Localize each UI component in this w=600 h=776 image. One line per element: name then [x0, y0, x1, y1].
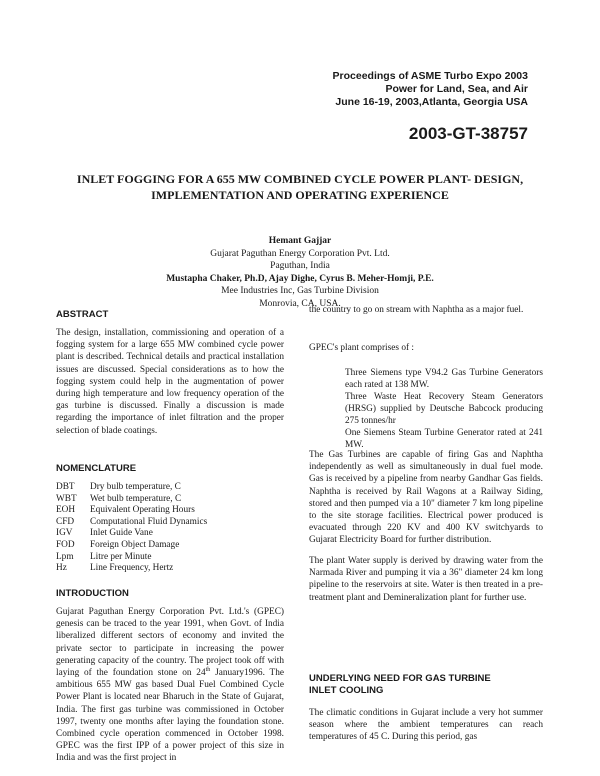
nomenclature-abbr: EOH — [56, 505, 76, 516]
paper-id: 2003-GT-38757 — [408, 124, 528, 143]
nomenclature-row — [56, 540, 284, 552]
plant-item: One Siemens Steam Turbine Generator rated at 241 MW. — [345, 428, 543, 450]
intro-text-part: Gujarat Paguthan Energy Corporation Pvt. Ltd.'s (GPEC) genesis can be traced to the year 1991, when Govt. of India liberalized different sectors of economy and invited the private sector to participate in increasing the power generating capacity of the country. The project took off with laying of the foundation stone on 24 — [56, 607, 284, 679]
nomenclature-desc: Computational Fluid Dynamics — [90, 516, 208, 527]
nomenclature-row — [56, 552, 284, 564]
nomenclature-abbr: IGV — [56, 528, 73, 539]
need-heading-line: INLET COOLING — [309, 685, 384, 696]
plant-item: Three Siemens type V94.2 Gas Turbine Generators each rated at 138 MW. — [345, 368, 543, 390]
affiliation: Monrovia, CA, USA. — [259, 298, 341, 309]
nomenclature-heading: NOMENCLATURE — [56, 463, 137, 474]
plant-list — [309, 367, 543, 451]
abstract-text: The design, installation, commissioning and operation of a fogging system for a large 655 MW combined cycle power plant is described. Technical details and practical installation issues are discussed. Special considerations as to how the fogging system could help in the augmentation of power during high temperature and low frequency operation of the gas turbine is discussed. Finally a discussion is made regarding the importance of inlet filtration and the proper selection of blade coatings. — [56, 328, 284, 436]
nomenclature-abbr: FOD — [56, 539, 75, 550]
need-heading-line: UNDERLYING NEED FOR GAS TURBINE — [309, 673, 491, 684]
nomenclature-abbr: Hz — [56, 563, 67, 574]
nomenclature-desc: Foreign Object Damage — [90, 539, 180, 550]
nomenclature-desc: Line Frequency, Hertz — [90, 563, 174, 574]
nomenclature-row — [56, 494, 284, 506]
superscript: th — [205, 666, 211, 673]
nomenclature-abbr: CFD — [56, 516, 75, 527]
fuel-paragraph: The Gas Turbines are capable of firing Gas and Naphtha independently as well as simultaneously in dual fuel mode. Gas is received by a pipeline from nearby Gandhar Gas fields. Naphtha is received by Rail Wagons at a Railway Siding, stored and then pumped via a 10" diameter 7 km long pipeline to the site storage facilities. Electrical power produced is evacuated through 220 KV and 400 KV switchyards to Gujarat Electricity Board for further distribution. — [309, 450, 543, 546]
affiliation: Paguthan, India — [270, 261, 330, 271]
nomenclature-desc: Dry bulb temperature, C — [90, 482, 181, 492]
abstract-heading: ABSTRACT — [56, 309, 109, 320]
water-paragraph: The plant Water supply is derived by drawing water from the Narmada River and pumping it via a 36" diameter 24 km long pipeline to the reservoirs at site. Water is then treated in a pre-treatment plant and Demineralization plant for further use. — [309, 556, 543, 603]
nomenclature-list — [56, 482, 284, 575]
author-name: Mustapha Chaker, Ph.D, Ajay Dighe, Cyrus B. Meher-Homji, P.E. — [166, 273, 434, 284]
author-name: Hemant Gajjar — [268, 236, 332, 246]
nomenclature-row — [56, 517, 284, 529]
nomenclature-row — [56, 563, 284, 575]
nomenclature-desc: Litre per Minute — [90, 551, 152, 562]
proceedings-line: June 16-19, 2003,Atlanta, Georgia USA — [335, 96, 528, 108]
author-block — [60, 235, 540, 310]
nomenclature-row — [56, 528, 284, 540]
introduction-text — [56, 606, 284, 765]
proceedings-header — [333, 70, 528, 109]
nomenclature-abbr: DBT — [56, 482, 75, 492]
nomenclature-desc: Equivalent Operating Hours — [90, 505, 195, 516]
title-line: INLET FOGGING FOR A 655 MW COMBINED CYCLE POWER PLANT- DESIGN, — [76, 172, 524, 186]
need-heading — [309, 673, 543, 697]
introduction-heading: INTRODUCTION — [56, 588, 129, 599]
nomenclature-row — [56, 482, 284, 494]
nomenclature-abbr: WBT — [56, 493, 77, 504]
plant-intro: GPEC's plant comprises of : — [309, 343, 414, 353]
proceedings-line: Power for Land, Sea, and Air — [385, 83, 528, 95]
need-paragraph: The climatic conditions in Gujarat include a very hot summer season where the ambient temperatures can reach temperatures of 45 C. During this period, gas — [309, 708, 543, 743]
affiliation: Mee Industries Inc, Gas Turbine Division — [221, 286, 379, 296]
proceedings-line: Proceedings of ASME Turbo Expo 2003 — [332, 70, 528, 82]
continued-text: the country to go on stream with Naphtha as a major fuel. — [309, 305, 524, 315]
title-line: IMPLEMENTATION AND OPERATING EXPERIENCE — [151, 188, 449, 202]
nomenclature-row — [56, 505, 284, 517]
plant-item: Three Waste Heat Recovery Steam Generators (HRSG) supplied by Deutsche Babcock producing 275 tonnes/hr — [345, 392, 543, 426]
paper-title — [60, 171, 540, 203]
affiliation: Gujarat Paguthan Energy Corporation Pvt. Ltd. — [210, 248, 390, 259]
nomenclature-abbr: Lpm — [56, 551, 74, 562]
intro-text-part: January1996. The ambitious 655 MW gas based Dual Fuel Combined Cycle Power Plant is located near Bharuch in the State of Gujarat, India. The first gas turbine was commissioned in October 1997, twenty one months after laying the foundation stone. Combined cycle operation commenced in October 1998. GPEC was the first IPP of a power project of this size in India and was the first project in — [56, 668, 284, 764]
nomenclature-desc: Wet bulb temperature, C — [90, 493, 182, 504]
nomenclature-desc: Inlet Guide Vane — [90, 528, 153, 539]
